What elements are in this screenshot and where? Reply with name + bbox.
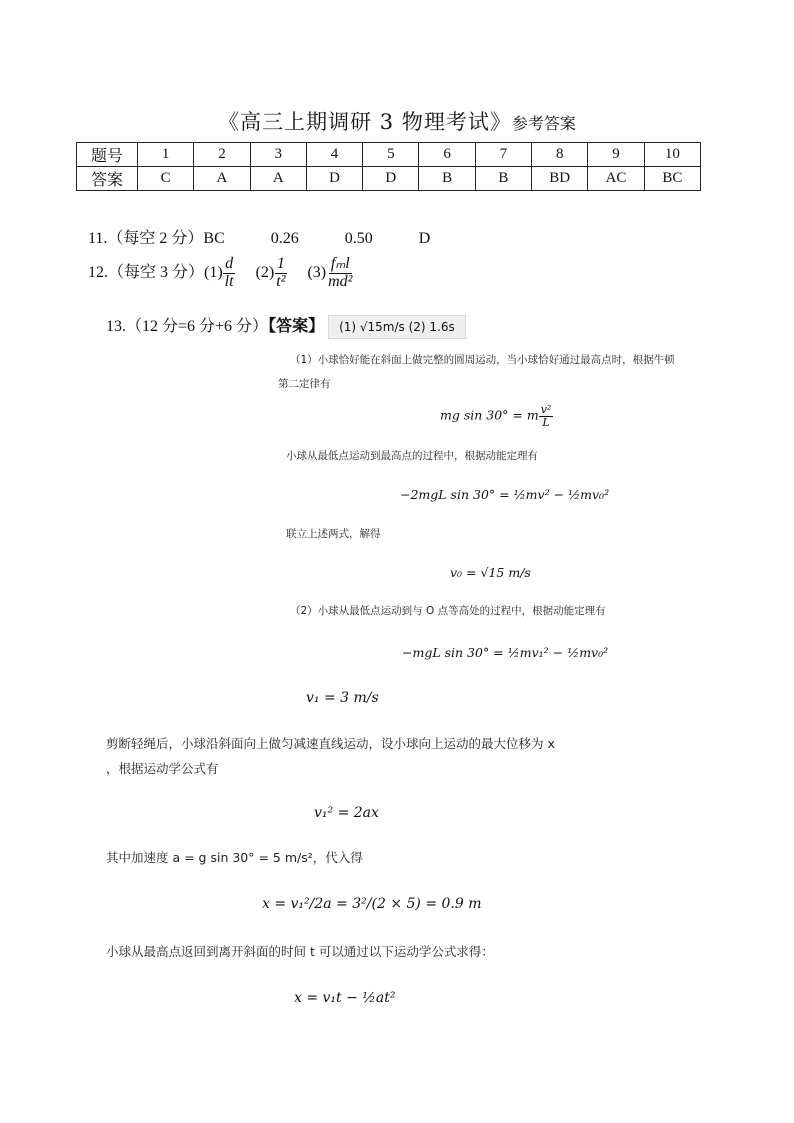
- answer-label: 答案: [77, 167, 138, 191]
- table-cell: 3: [250, 143, 306, 167]
- fraction-numerator: d: [225, 255, 234, 272]
- title-suffix: 参考答案: [511, 114, 576, 133]
- table-row-numbers: [77, 143, 701, 167]
- table-cell: 7: [475, 143, 531, 167]
- solution-text: 小球从最低点运动到最高点的过程中，根据动能定理有: [286, 450, 538, 462]
- q12-label: 12.（每空 3 分）: [88, 263, 205, 281]
- table-cell: 6: [419, 143, 475, 167]
- table-cell: BD: [532, 167, 588, 191]
- table-cell: C: [138, 167, 194, 191]
- solution-text: 联立上述两式，解得: [286, 528, 381, 540]
- table-cell: 1: [138, 143, 194, 167]
- equation-7: x = v₁²/2a = 3²/(2 × 5) = 0.9 m: [262, 896, 482, 912]
- title-main: 《高三上期调研 3 物理考试》: [218, 110, 512, 134]
- page-title: [0, 106, 794, 136]
- table-cell: 8: [532, 143, 588, 167]
- q12-fraction-1: [223, 256, 236, 291]
- table-row-answers: [77, 167, 701, 191]
- fraction-denominator: md²: [328, 272, 353, 290]
- solution-text: 其中加速度 a = g sin 30° = 5 m/s²，代入得: [106, 850, 363, 865]
- table-cell: A: [250, 167, 306, 191]
- equation-1: [440, 404, 553, 428]
- equation-4: −mgL sin 30° = ½mv₁² − ½mv₀²: [402, 645, 609, 660]
- table-cell: B: [419, 167, 475, 191]
- solution-text: 第二定律有: [278, 378, 331, 390]
- table-cell: 10: [644, 143, 700, 167]
- fraction-denominator: L: [542, 415, 550, 429]
- fraction-denominator: lt: [224, 272, 234, 290]
- equation-1-fraction: [539, 404, 554, 428]
- table-cell: BC: [644, 167, 700, 191]
- q13-line: [106, 313, 466, 339]
- table-cell: AC: [588, 167, 644, 191]
- table-cell: 4: [306, 143, 362, 167]
- fraction-numerator: fₘl: [330, 255, 350, 272]
- table-cell: D: [363, 167, 419, 191]
- answer-table: [76, 142, 701, 191]
- q12-line: [88, 256, 354, 291]
- q12-fraction-3: [326, 256, 354, 291]
- equation-8: x = v₁t − ½at²: [294, 990, 396, 1006]
- q11-value-3: D: [418, 230, 431, 247]
- q11-value-1: 0.26: [270, 230, 299, 247]
- solution-text: 剪断轻绳后，小球沿斜面向上做匀减速直线运动，设小球向上运动的最大位移为 x: [106, 736, 555, 751]
- table-cell: 2: [194, 143, 250, 167]
- table-cell: 9: [588, 143, 644, 167]
- table-cell: B: [475, 167, 531, 191]
- fraction-numerator: v²: [540, 403, 552, 416]
- q13-boxed-answer: (1) √15m/s (2) 1.6s: [328, 315, 466, 339]
- q11-value-2: 0.50: [344, 230, 373, 247]
- fraction-numerator: 1: [276, 255, 285, 272]
- q12-part-1: (1): [204, 263, 223, 281]
- q12-part-2: (2): [255, 263, 275, 281]
- solution-text: （1）小球恰好能在斜面上做完整的圆周运动，当小球恰好通过最高点时，根据牛顿: [290, 354, 675, 366]
- solution-text: ，根据运动学公式有: [106, 761, 219, 776]
- q11-line: [88, 225, 430, 248]
- solution-text: 小球从最高点返回到离开斜面的时间 t 可以通过以下运动学公式求得：: [106, 944, 494, 959]
- equation-3: v₀ = √15 m/s: [450, 565, 531, 580]
- header-label: 题号: [77, 143, 138, 167]
- q11-label: 11.（每空 2 分）BC: [88, 230, 225, 247]
- equation-2: −2mgL sin 30° = ½mv² − ½mv₀²: [400, 487, 610, 502]
- q12-part-3: (3): [307, 263, 327, 281]
- fraction-denominator: t²: [276, 272, 286, 290]
- q13-label: 13.（12 分=6 分+6 分）: [106, 318, 269, 335]
- equation-1-left: mg sin 30° = m: [440, 407, 539, 423]
- q13-answer-tag: 【答案】: [268, 318, 325, 335]
- q12-fraction-2: [274, 256, 287, 291]
- table-cell: A: [194, 167, 250, 191]
- equation-5: v₁ = 3 m/s: [306, 690, 379, 706]
- solution-text: （2）小球从最低点运动到与 O 点等高处的过程中，根据动能定理有: [290, 605, 606, 617]
- equation-6: v₁² = 2ax: [314, 805, 379, 821]
- table-cell: 5: [363, 143, 419, 167]
- table-cell: D: [306, 167, 362, 191]
